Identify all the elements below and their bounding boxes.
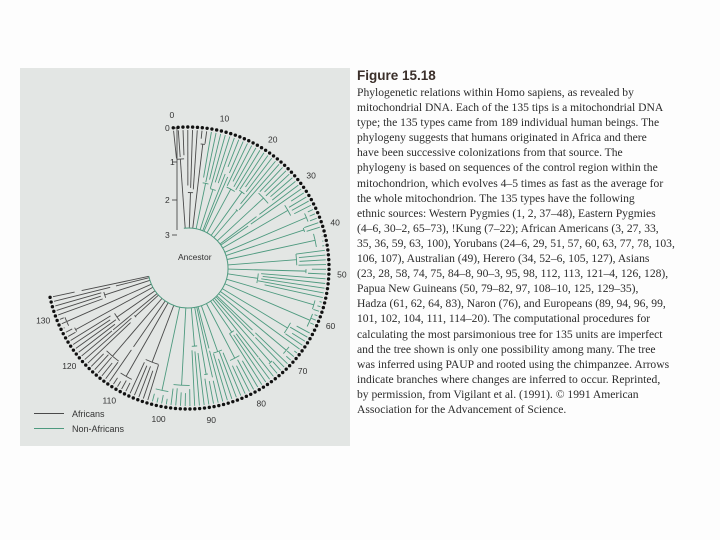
tip-dot: [277, 374, 280, 377]
tip-branch: [290, 327, 307, 337]
clade-stem: [228, 269, 306, 271]
tip-branch: [91, 354, 103, 367]
tip-branch: [205, 131, 207, 144]
tip-dot: [127, 394, 130, 397]
tip-number-label: 20: [268, 134, 278, 145]
tip-dot: [316, 211, 319, 214]
tip-branch: [311, 318, 316, 320]
tip-dot: [305, 190, 308, 193]
tip-branch: [178, 130, 180, 157]
tip-dot: [270, 380, 273, 383]
caption-line: Phylogenetic relations within Homo sapiens, as revealed by: [357, 86, 634, 99]
caption-line: and the tree shown is only one possibility among many. The tree: [357, 342, 656, 356]
tip-dot: [191, 125, 194, 128]
tip-branch: [263, 276, 325, 283]
caption-line: calculating the most parsimonious tree for 135 units are imperfect: [357, 327, 663, 341]
tip-dot: [283, 164, 286, 167]
tip-number-label: 120: [62, 361, 77, 372]
tip-dot: [294, 357, 297, 360]
tip-branch: [60, 318, 64, 320]
tip-branch: [201, 131, 202, 139]
tip-number-label: 10: [219, 113, 230, 124]
tip-branch: [191, 130, 193, 188]
tip-dot: [312, 202, 315, 205]
tip-dot: [322, 229, 325, 232]
legend-entry-africans: [34, 406, 234, 421]
tip-dot: [290, 170, 293, 173]
legend: [34, 406, 234, 436]
tip-dot: [327, 272, 330, 275]
clade-stem: [228, 274, 258, 278]
caption-line: was inferred using PAUP and rooted using the chimpanzee. Arrows: [357, 357, 670, 371]
tip-dot: [279, 160, 282, 163]
tip-number-label: 110: [102, 395, 117, 406]
tip-branch: [251, 189, 301, 224]
tip-branch: [249, 313, 299, 350]
legend-label-non-africans: Non-Africans: [72, 423, 125, 434]
tip-dot: [69, 344, 72, 347]
tip-dot: [288, 364, 291, 367]
tip-branch: [58, 299, 102, 315]
tip-branch: [110, 350, 132, 382]
tip-dot: [291, 360, 294, 363]
tip-branch: [310, 214, 315, 216]
tip-dot: [84, 363, 87, 366]
tip-branch: [66, 329, 72, 332]
tip-dot: [215, 128, 218, 131]
tip-dot: [324, 234, 327, 237]
caption-line: 106, 107), Australian (49), Herero (34, 52–6, 105, 127), Asians: [357, 252, 650, 266]
tip-branch: [162, 395, 164, 403]
tip-dot: [322, 306, 325, 309]
clade-stem: [135, 295, 158, 316]
caption-text: [357, 85, 697, 417]
tip-number-label: 130: [36, 315, 51, 326]
tip-branch: [213, 381, 218, 403]
tip-branch: [223, 353, 241, 396]
tip-dot: [95, 373, 98, 376]
node-label-0: 0: [165, 123, 170, 133]
tip-branch: [308, 273, 326, 274]
node-label-3: 3: [165, 230, 170, 240]
tip-dot: [55, 319, 58, 322]
tip-dot: [51, 305, 54, 308]
clade-stem: [203, 174, 225, 231]
tip-dot: [102, 379, 105, 382]
tip-branch: [183, 130, 184, 155]
tip-dot: [253, 390, 256, 393]
tip-dot: [201, 126, 204, 129]
tip-dot: [245, 395, 248, 398]
tip-branch: [241, 161, 276, 204]
tip-dot: [81, 360, 84, 363]
tip-branch: [299, 255, 325, 257]
tip-dot: [110, 385, 113, 388]
tip-number-label: 40: [330, 217, 340, 228]
phylogenetic-tree: [20, 68, 350, 446]
tip-dot: [87, 367, 90, 370]
tip-dot: [327, 253, 330, 256]
clade-stem: [217, 198, 263, 241]
tip-dot: [196, 126, 199, 129]
tip-branch: [273, 362, 281, 371]
clade-stem: [193, 144, 203, 228]
clade-stem: [189, 193, 190, 228]
tip-dot: [319, 220, 322, 223]
legend-swatch-africans: [34, 413, 64, 415]
tip-branch: [299, 265, 326, 266]
tip-dot: [310, 198, 313, 201]
tip-dot: [313, 328, 316, 331]
tip-dot: [302, 186, 305, 189]
tip-branch: [209, 381, 213, 404]
tip-branch: [313, 309, 319, 311]
tip-branch: [261, 274, 325, 279]
tip-dot: [181, 125, 184, 128]
tip-number-label: 50: [337, 269, 347, 280]
tip-dot: [268, 151, 271, 154]
tip-dot: [314, 207, 317, 210]
tip-branch: [157, 398, 158, 403]
clade-stem: [228, 260, 297, 265]
tip-dot: [315, 324, 318, 327]
tip-dot: [114, 388, 117, 391]
tip-branch: [289, 197, 306, 207]
figure-title: Figure 15.18: [357, 68, 436, 83]
tip-branch: [68, 332, 75, 336]
tip-dot: [234, 133, 237, 136]
tip-dot: [318, 215, 321, 218]
tip-dot: [324, 296, 327, 299]
tip-dot: [243, 137, 246, 140]
tip-branch: [236, 334, 269, 380]
tip-dot: [326, 248, 329, 251]
tip-branch: [102, 363, 112, 376]
tip-dot: [327, 277, 330, 280]
tip-branch: [272, 181, 295, 200]
figure-panel: [20, 68, 350, 446]
caption-line: Hadza (61, 62, 64, 83), Naron (76), and Europeans (89, 94, 96, 99,: [357, 297, 666, 311]
tip-branch: [315, 315, 318, 316]
tip-dot: [220, 129, 223, 132]
tip-dot: [260, 146, 263, 149]
caption-line: indicate branches where changes are inferred to occur. Reprinted,: [357, 372, 661, 386]
tip-dot: [205, 127, 208, 130]
caption-line: phylogeny is based on sequences of the control region within the: [357, 161, 658, 175]
tip-number-label: 60: [325, 321, 336, 332]
tip-number-label: 80: [256, 398, 266, 409]
tip-branch: [294, 205, 311, 214]
tip-branch: [62, 322, 66, 324]
caption-line: type; the 135 types came from 189 individual human beings. The: [357, 116, 660, 130]
tip-dot: [272, 154, 275, 157]
tip-dot: [300, 349, 303, 352]
ancestor-label: Ancestor: [178, 252, 212, 262]
tip-branch: [239, 164, 279, 209]
tip-dot: [319, 315, 322, 318]
tip-dot: [176, 126, 179, 129]
tip-branch: [287, 351, 294, 357]
tip-dot: [224, 131, 227, 134]
caption-line: mitochondrial DNA. Each of the 135 tips is a mitochondrial DNA: [357, 101, 664, 115]
tip-dot: [281, 371, 284, 374]
tip-dot: [266, 383, 269, 386]
caption-line: 101, 102, 104, 111, 114–20). The computational procedures for: [357, 312, 651, 326]
caption-line: (23, 28, 58, 74, 75, 84–8, 90–3, 95, 98, 112, 113, 121–4, 126, 128),: [357, 267, 669, 281]
tip-number-label: 0: [169, 109, 175, 120]
tip-branch: [294, 351, 296, 353]
tip-dot: [57, 323, 60, 326]
clade-stem: [220, 217, 257, 244]
node-label-2: 2: [165, 195, 170, 205]
tip-dot: [297, 353, 300, 356]
tip-dot: [293, 174, 296, 177]
clade-stem: [217, 296, 253, 330]
tip-branch: [85, 318, 132, 359]
tip-branch: [296, 250, 325, 254]
tip-dot: [240, 397, 243, 400]
tip-branch: [171, 389, 173, 405]
tip-dot: [306, 341, 309, 344]
tip-branch: [98, 357, 111, 373]
tip-dot: [308, 337, 311, 340]
tip-dot: [238, 135, 241, 138]
tip-branch: [265, 171, 286, 192]
tip-branch: [166, 399, 167, 405]
tip-dot: [320, 310, 323, 313]
tip-number-label: 90: [206, 415, 216, 426]
tip-dot: [323, 301, 326, 304]
legend-entry-non-africans: [34, 421, 234, 436]
caption-line: ethnic sources: Western Pygmies (1, 2, 37–48), Eastern Pygmies: [357, 206, 656, 220]
tip-branch: [143, 371, 153, 399]
tip-dot: [286, 167, 289, 170]
tip-dot: [172, 126, 175, 129]
tip-branch: [122, 381, 127, 389]
caption-line: (4–6, 30–2, 65–73), !Kung (7–22); African Americans (3, 27, 33,: [357, 221, 659, 235]
tip-branch: [304, 223, 318, 228]
tip-dot: [48, 296, 51, 299]
tip-dot: [106, 382, 109, 385]
tip-dot: [123, 392, 126, 395]
caption-line: mitochondrion, which evolves 4–5 times as fast as the average for: [357, 176, 664, 190]
tip-branch: [193, 130, 197, 189]
tip-dot: [264, 149, 267, 152]
tip-dot: [66, 340, 69, 343]
tip-branch: [310, 218, 317, 221]
tip-dot: [118, 390, 121, 393]
tip-branch: [176, 388, 178, 405]
tip-branch: [180, 392, 181, 405]
tip-branch: [266, 174, 289, 196]
tip-branch: [285, 334, 302, 345]
tip-dot: [325, 292, 328, 295]
tip-dot: [326, 287, 329, 290]
caption-line: the whole mitochondrion. The 135 types have the following: [357, 191, 635, 205]
tip-dot: [327, 268, 330, 271]
tip-dot: [64, 336, 67, 339]
caption-line: Papua New Guineans (50, 79–82, 97, 108–10, 125, 129–35),: [357, 282, 639, 296]
caption-line: phylogeny suggests that humans originated in Africa and there: [357, 131, 647, 145]
tip-branch: [270, 365, 277, 374]
tip-dot: [227, 401, 230, 404]
tip-number-label: 70: [297, 365, 308, 376]
clade-stem: [152, 305, 174, 362]
tip-dot: [75, 352, 78, 355]
tip-dot: [326, 282, 329, 285]
tip-branch: [286, 356, 290, 360]
tip-branch: [292, 201, 309, 210]
tip-branch: [95, 355, 109, 370]
caption-line: have been successive colonizations from that source. The: [357, 146, 623, 160]
clade-stem: [204, 177, 228, 231]
tip-dot: [59, 328, 62, 331]
backbone-arc: [149, 228, 228, 308]
tip-branch: [118, 381, 121, 386]
clade-stem: [225, 284, 310, 321]
tip-dot: [317, 320, 320, 323]
tip-branch: [174, 131, 177, 159]
tip-dot: [132, 396, 135, 399]
tip-branch: [270, 178, 292, 197]
tip-branch: [192, 350, 195, 406]
tip-dot: [52, 310, 55, 313]
tip-branch: [205, 379, 209, 405]
tip-dot: [49, 300, 52, 303]
tip-dot: [327, 258, 330, 261]
tip-dot: [186, 125, 189, 128]
tip-branch: [310, 323, 314, 325]
caption-line: 35, 36, 59, 63, 100), Yorubans (24–6, 29, 51, 57, 60, 63, 77, 78, 103,: [357, 236, 675, 250]
tip-branch: [320, 302, 322, 303]
tip-dot: [249, 393, 252, 396]
tip-dot: [274, 377, 277, 380]
tip-branch: [234, 335, 266, 382]
tip-dot: [229, 132, 232, 135]
tip-dot: [321, 225, 324, 228]
legend-swatch-non-africans: [34, 428, 64, 430]
tip-number-label: 100: [151, 414, 166, 425]
tip-dot: [98, 376, 101, 379]
tip-dot: [262, 385, 265, 388]
tip-dot: [325, 243, 328, 246]
figure-caption: [357, 68, 697, 417]
clade-stem: [191, 308, 194, 346]
tip-branch: [260, 167, 283, 191]
tip-branch: [113, 378, 117, 384]
node-label-1: 1: [170, 157, 175, 167]
tip-dot: [307, 194, 310, 197]
clade-stem: [180, 159, 185, 228]
tip-dot: [296, 178, 299, 181]
tip-dot: [276, 157, 279, 160]
tip-dot: [299, 182, 302, 185]
tip-dot: [311, 333, 314, 336]
tip-dot: [251, 141, 254, 144]
caption-line: Association for the Advancement of Science.: [357, 402, 567, 416]
tip-branch: [317, 306, 320, 307]
tip-branch: [204, 132, 212, 178]
clade-stem: [76, 287, 153, 329]
tip-number-label: 30: [306, 170, 316, 181]
tip-dot: [62, 332, 65, 335]
tip-branch: [308, 210, 313, 212]
tip-dot: [54, 314, 57, 317]
caption-line: by permission, from Vigilant et al. (1991). © 1991 American: [357, 387, 639, 401]
tip-branch: [238, 360, 254, 390]
tip-dot: [91, 370, 94, 373]
legend-label-africans: Africans: [72, 408, 105, 419]
tip-dot: [210, 127, 213, 130]
tip-dot: [256, 144, 259, 147]
clade-stem: [227, 240, 315, 259]
tip-dot: [141, 400, 144, 403]
tip-branch: [299, 260, 325, 262]
tip-branch: [152, 394, 154, 402]
tip-dot: [236, 398, 239, 401]
tip-branch: [106, 362, 118, 379]
clade-stem: [182, 308, 186, 385]
tip-branch: [307, 227, 320, 231]
tip-branch: [126, 383, 130, 391]
tip-dot: [247, 139, 250, 142]
tip-dot: [136, 398, 139, 401]
tip-dot: [78, 356, 81, 359]
tip-dot: [303, 345, 306, 348]
tip-dot: [145, 401, 148, 404]
tip-dot: [231, 400, 234, 403]
tip-dot: [285, 367, 288, 370]
clade-stem: [162, 307, 180, 390]
tip-dot: [72, 348, 75, 351]
tip-dot: [258, 388, 261, 391]
tip-branch: [53, 292, 75, 297]
tip-dot: [325, 239, 328, 242]
tip-dot: [327, 263, 330, 266]
